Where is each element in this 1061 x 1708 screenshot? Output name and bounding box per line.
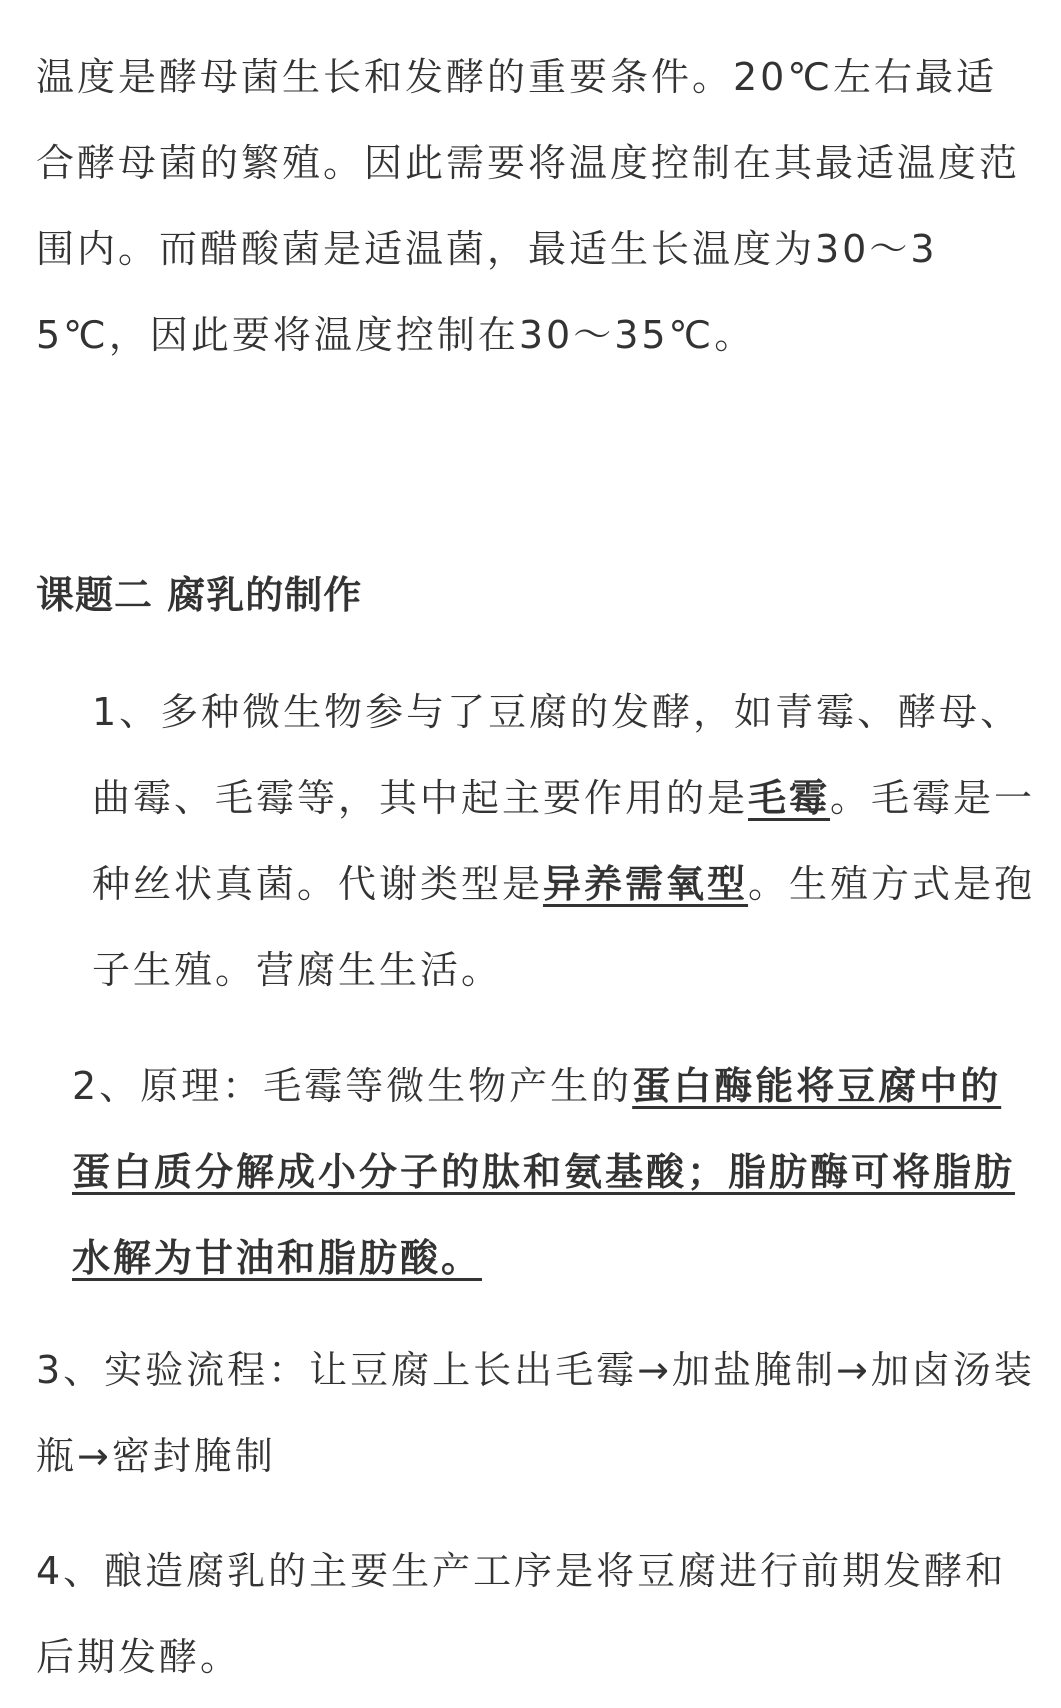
temperature-paragraph [36, 34, 1036, 378]
item-1-answer-mucor: 毛霉 [748, 776, 831, 820]
item-2-text-a: 2、原理：毛霉等微生物产生的 [72, 1064, 633, 1108]
item-1-text-a: 1、多种微生物参与了豆腐的发酵，如青霉、酵母、曲霉、毛霉等，其中起主要作用的是 [92, 690, 1022, 820]
temperature-paragraph-text: 温度是酵母菌生长和发酵的重要条件。20℃左右最适合酵母菌的繁殖。因此需要将温度控制在其最适温度范围内。而醋酸菌是适温菌，最适生长温度为30～35℃，因此要将温度控制在30～35℃。 [36, 55, 1021, 357]
item-3-paragraph [36, 1327, 1038, 1499]
item-4-text: 4、酿造腐乳的主要生产工序是将豆腐进行前期发酵和后期发酵。 [36, 1549, 1007, 1679]
item-3-text: 3、实验流程：让豆腐上长出毛霉→加盐腌制→加卤汤装瓶→密封腌制 [36, 1348, 1035, 1478]
item-1-text-c: 。生殖方式是孢子生殖。营腐生生活。 [92, 862, 1036, 992]
item-2-answer-principle: 蛋白酶能将豆腐中的蛋白质分解成小分子的肽和氨基酸；脂肪酶可将脂肪水解为甘油和脂肪酸。 [72, 1064, 1016, 1280]
item-4-paragraph [36, 1528, 1038, 1700]
item-1-paragraph [92, 669, 1038, 1013]
item-1-text-b: 。毛霉是一种丝状真菌。代谢类型是 [92, 776, 1036, 906]
item-1-answer-metabolism: 异养需氧型 [543, 862, 749, 906]
topic2-heading: 课题二 腐乳的制作 [36, 573, 363, 617]
item-2-paragraph [72, 1043, 1038, 1301]
